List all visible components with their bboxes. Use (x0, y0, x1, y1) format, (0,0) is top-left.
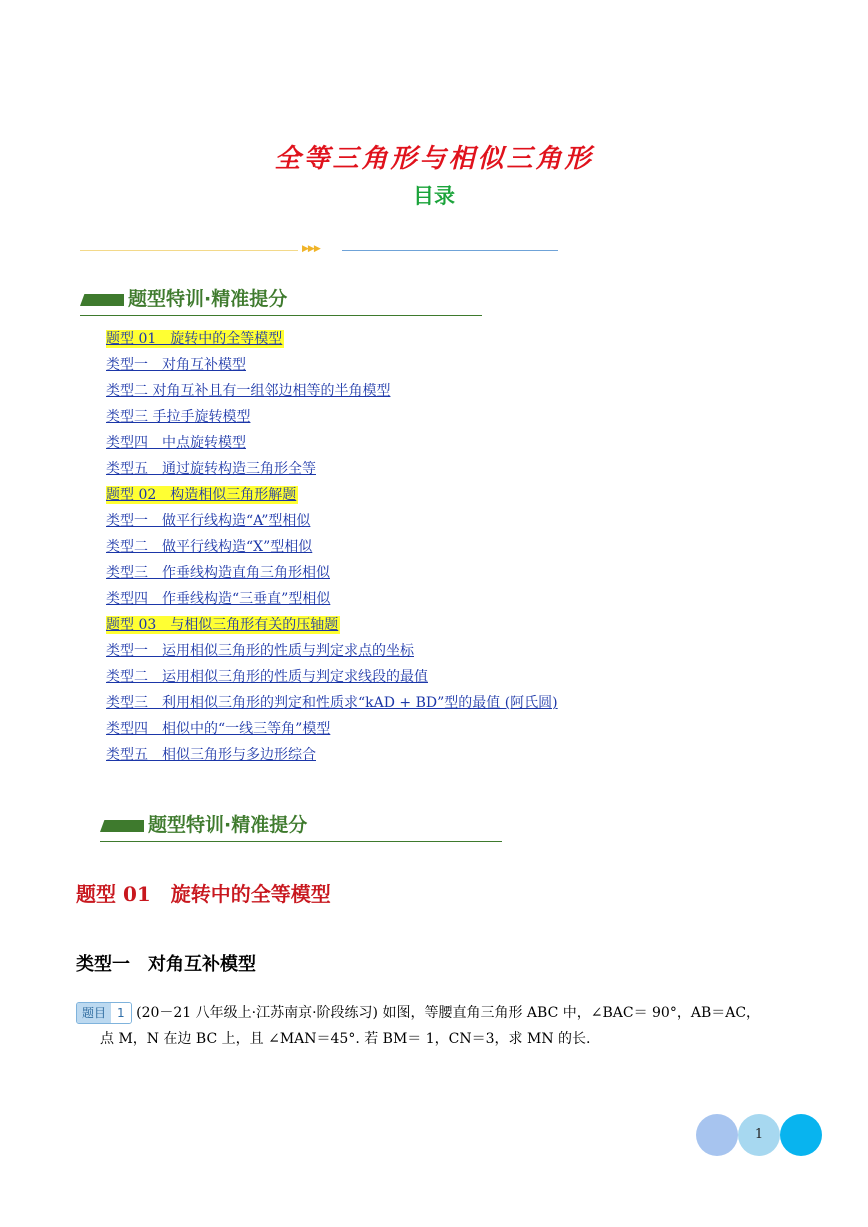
toc-item (106, 404, 826, 430)
problem-badge (76, 1002, 132, 1024)
toc-item (106, 456, 826, 482)
toc-item (106, 560, 826, 586)
toc-link[interactable]: 题型 01 旋转中的全等模型 (106, 331, 283, 347)
toc-item (106, 638, 826, 664)
divider-arrows-icon: ▶▶▶ (302, 244, 320, 254)
page-circle-left (696, 1114, 738, 1156)
toc-item (106, 612, 826, 638)
section-header-rule (100, 841, 502, 842)
table-of-contents (106, 326, 826, 768)
toc-link[interactable]: 类型一 对角互补模型 (106, 357, 246, 373)
subtype-heading: 类型一 对角互补模型 (76, 954, 256, 975)
toc-item (106, 716, 826, 742)
section-header-label: 题型特训·精准提分 (148, 814, 308, 836)
toc-link[interactable]: 题型 02 构造相似三角形解题 (106, 487, 297, 503)
toc-link[interactable]: 类型三 利用相似三角形的判定和性质求“kAD + BD”型的最值 (阿氏圆) (106, 695, 558, 711)
section-header-bottom (100, 812, 502, 840)
toc-link[interactable]: 类型四 作垂线构造“三垂直”型相似 (106, 591, 331, 607)
section-header-label: 题型特训·精准提分 (128, 288, 288, 310)
toc-link[interactable]: 类型二 对角互补且有一组邻边相等的半角模型 (106, 383, 391, 399)
toc-item (106, 534, 826, 560)
toc-item (106, 430, 826, 456)
document-title: 全等三角形与相似三角形 (274, 144, 594, 174)
section-bar-icon (100, 820, 144, 832)
toc-link[interactable]: 类型二 运用相似三角形的性质与判定求线段的最值 (106, 669, 428, 685)
page-circle-right (780, 1114, 822, 1156)
toc-link[interactable]: 类型二 做平行线构造“X”型相似 (106, 539, 313, 555)
section-bar-icon (80, 294, 124, 306)
toc-link[interactable]: 类型五 相似三角形与多边形综合 (106, 747, 316, 763)
problem-badge-number: 1 (111, 1003, 131, 1023)
toc-heading: 目录 (413, 184, 455, 208)
problem-text-1: (20－21 八年级上·江苏南京·阶段练习) 如图，等腰直角三角形 ABC 中，∠BAC＝ 90°，AB＝AC， (136, 1005, 761, 1021)
toc-link[interactable]: 类型三 手拉手旋转模型 (106, 409, 251, 425)
toc-link[interactable]: 类型四 中点旋转模型 (106, 435, 246, 451)
toc-link[interactable]: 类型五 通过旋转构造三角形全等 (106, 461, 316, 477)
section-header-top (80, 286, 482, 314)
toc-item (106, 742, 826, 768)
toc-item (106, 508, 826, 534)
toc-item (106, 482, 826, 508)
toc-link[interactable]: 类型一 运用相似三角形的性质与判定求点的坐标 (106, 643, 414, 659)
divider-line-left (80, 250, 298, 251)
problem-line-1 (76, 1000, 786, 1026)
section-header-rule (80, 315, 482, 316)
problem-text-2: 点 M，N 在边 BC 上，且 ∠MAN＝45°. 若 BM＝ 1，CN＝3，求 MN 的长. (100, 1031, 591, 1047)
toc-item (106, 326, 826, 352)
toc-link[interactable]: 类型四 相似中的“一线三等角”模型 (106, 721, 331, 737)
type-heading: 题型 01 旋转中的全等模型 (76, 882, 331, 906)
decorative-divider (80, 244, 560, 258)
toc-link[interactable]: 题型 03 与相似三角形有关的压轴题 (106, 617, 339, 633)
toc-item (106, 586, 826, 612)
problem-badge-label: 题目 (77, 1003, 111, 1023)
toc-link[interactable]: 类型三 作垂线构造直角三角形相似 (106, 565, 330, 581)
toc-item (106, 352, 826, 378)
toc-item (106, 378, 826, 404)
toc-item (106, 690, 826, 716)
toc-link[interactable]: 类型一 做平行线构造“A”型相似 (106, 513, 311, 529)
divider-line-right (342, 250, 558, 251)
toc-item (106, 664, 826, 690)
page-number-badge (696, 1114, 826, 1160)
page-number: 1 (754, 1127, 764, 1142)
problem-block (76, 1000, 786, 1052)
